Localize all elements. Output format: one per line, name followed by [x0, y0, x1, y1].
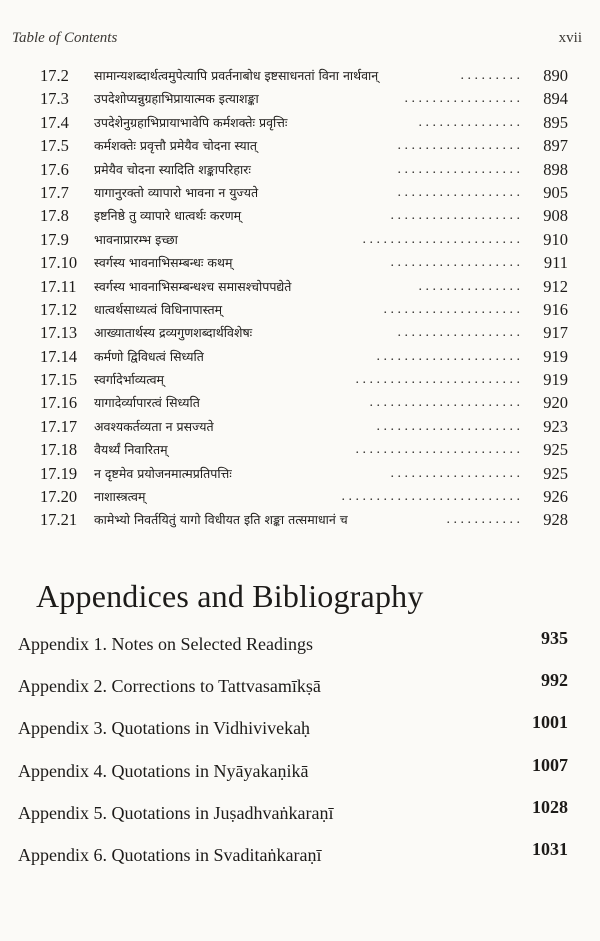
toc-entry-title: सामान्यशब्दार्थत्वमुपेत्यापि प्रवर्तनाबोध इष्टसाधनतां विना नार्थवान्: [94, 68, 379, 83]
appendix-entry-title: Appendix 2. Corrections to Tattvasamīkṣā: [18, 676, 321, 697]
toc-entry-number: 17.3: [40, 89, 69, 109]
appendix-entry: [18, 796, 568, 841]
toc-entry-number: 17.21: [40, 510, 78, 530]
appendix-entry-title: Appendix 6. Quotations in Svaditaṅkaraṇī: [18, 844, 322, 865]
appendix-entry: [18, 838, 568, 883]
dot-leader: . . . . . . . . . . . . . . . . . . . . . . . .: [355, 372, 520, 388]
dot-leader: . . . . . . . . . . . . . . . . . . .: [390, 208, 520, 224]
toc-list: [40, 64, 568, 532]
toc-entry-number: 17.9: [40, 229, 69, 249]
appendix-entry-title: Appendix 4. Quotations in Nyāyakaṇikā: [18, 760, 309, 781]
toc-entry: [40, 508, 568, 531]
toc-entry-title: कर्मणो द्विविधत्वं सिध्यति: [94, 348, 204, 364]
toc-entry-page: 919: [543, 346, 568, 366]
appendix-entry-page: 1031: [532, 838, 568, 859]
dot-leader: . . . . . . . . . . . . . . . . . . . .: [383, 301, 520, 317]
page-number: xvii: [558, 30, 582, 46]
toc-entry-number: 17.13: [40, 323, 78, 343]
toc-entry-number: 17.17: [40, 416, 78, 436]
toc-entry-page: 928: [543, 510, 568, 530]
toc-entry: [40, 462, 568, 485]
appendix-entry-title: Appendix 3. Quotations in Vidhivivekaḥ: [18, 718, 311, 739]
dot-leader: . . . . . . . . . . . . . . . . . .: [397, 138, 520, 154]
toc-entry-title: कर्मशक्तेः प्रवृत्तौ प्रमेयैव चोदना स्यात्: [94, 138, 258, 154]
dot-leader: . . . . . . . . . . . . . . . . .: [404, 91, 520, 107]
toc-entry: [40, 368, 568, 391]
toc-entry: [40, 251, 568, 274]
toc-entry-page: 894: [543, 89, 568, 109]
toc-entry-number: 17.5: [40, 136, 69, 156]
toc-entry: [40, 181, 568, 204]
dot-leader: . . . . . . . . . . . . . . . . . .: [397, 161, 520, 177]
dot-leader: . . . . . . . . . . . . . . . . . . . . . .: [369, 395, 520, 411]
toc-entry-number: 17.4: [40, 112, 69, 132]
appendix-entry: [18, 672, 568, 714]
appendix-entry-title: Appendix 5. Quotations in Juṣadhvaṅkaraṇī: [18, 802, 334, 823]
appendix-entry: [18, 754, 568, 799]
running-title: Table of Contents: [12, 30, 118, 46]
appendix-entry-title: Appendix 1. Notes on Selected Readings: [18, 634, 313, 654]
toc-entry-number: 17.20: [40, 487, 78, 507]
toc-entry-page: 917: [543, 323, 568, 343]
dot-leader: . . . . . . . . . . . . . . . . . . . . . . . .: [355, 442, 520, 458]
toc-entry-title: धात्वर्थसाध्यत्वं विधिनापास्तम्: [94, 301, 223, 317]
toc-entry-number: 17.18: [40, 440, 78, 460]
dot-leader: . . . . . . . . . . . . . . . . . .: [397, 325, 520, 341]
toc-entry-title: उपदेशोप्यन्नुग्रहाभिप्रायात्मक इत्याशङ्का: [94, 91, 259, 107]
running-head: [12, 30, 582, 50]
toc-entry-page: 916: [543, 299, 568, 319]
toc-entry-page: 911: [543, 253, 568, 273]
toc-entry: [40, 321, 568, 344]
toc-entry-title: अवश्यकर्तव्यता न प्रसज्यते: [94, 418, 214, 434]
appendix-entry-page: 992: [541, 670, 568, 691]
dot-leader: . . . . . . . . . . . . . . . . . . . . . . . . . .: [341, 489, 520, 505]
toc-entry-page: 925: [543, 440, 568, 460]
toc-entry-number: 17.8: [40, 206, 69, 226]
toc-entry-title: नाशास्त्रत्वम्: [94, 489, 146, 505]
dot-leader: . . . . . . . . . . . . . . .: [418, 278, 520, 294]
appendix-entry-page: 1028: [532, 796, 568, 817]
toc-entry-page: 926: [543, 487, 568, 507]
toc-entry-page: 890: [543, 66, 568, 85]
appendix-entry: [18, 714, 568, 756]
toc-entry-title: स्वर्गस्य भावनाभिसम्बन्धः कथम्: [94, 255, 233, 271]
toc-entry: [40, 204, 568, 227]
toc-entry-page: 908: [543, 206, 568, 226]
toc-entry-title: उपदेशेनुग्रहाभिप्रायाभावेपि कर्मशक्तेः प्रवृत्तिः: [94, 114, 288, 130]
appendix-entry: [18, 630, 568, 672]
dot-leader: . . . . . . . . . . . . . . . . . . . . .: [376, 348, 520, 364]
dot-leader: . . . . . . . . . . . . . . . . . . .: [390, 255, 520, 271]
toc-entry: [40, 298, 568, 321]
appendix-entry-page: 1007: [532, 754, 568, 775]
toc-entry-title: स्वर्गस्य भावनाभिसम्बन्धश्च समासश्चोपपद्येते: [94, 278, 292, 294]
toc-entry-number: 17.11: [40, 276, 77, 296]
toc-entry: [40, 111, 568, 134]
toc-entry: [40, 134, 568, 157]
toc-entry-page: 925: [543, 463, 568, 483]
toc-entry-page: 897: [543, 136, 568, 156]
dot-leader: . . . . . . . . . . . . . . . . . . . . .: [376, 418, 520, 434]
dot-leader: . . . . . . . . . . . . . . . . . . .: [390, 465, 520, 481]
toc-entry-number: 17.6: [40, 159, 69, 179]
dot-leader: . . . . . . . . . . . . . . . . . . . . . . .: [362, 231, 520, 247]
toc-entry: [40, 345, 568, 368]
appendix-entry-page: 1001: [532, 712, 568, 733]
toc-entry: [40, 438, 568, 461]
dot-leader: . . . . . . . . . . . . . . .: [418, 114, 520, 130]
dot-leader: . . . . . . . . . . .: [446, 512, 520, 528]
toc-entry-title: वैयर्थ्यं निवारितम्: [94, 442, 168, 458]
toc-entry: [40, 87, 568, 110]
toc-entry: [40, 158, 568, 181]
toc-entry-page: 912: [543, 276, 568, 296]
toc-entry: [40, 415, 568, 438]
toc-entry-page: 910: [543, 229, 568, 249]
appendix-entry-page: 935: [541, 628, 568, 648]
toc-entry-title: स्वर्गादेर्भाव्यत्वम्: [94, 372, 165, 388]
toc-entry-page: 898: [543, 159, 568, 179]
toc-entry-title: आख्यातार्थस्य द्रव्यगुणशब्दार्थविशेषः: [94, 325, 253, 341]
toc-entry: [40, 485, 568, 508]
section-heading: Appendices and Bibliography: [36, 578, 424, 614]
toc-entry-title: कामेभ्यो निवर्तयितुं यागो विधीयत इति शङ्का तत्समाधानं च: [94, 512, 348, 528]
toc-entry-title: यागानुरक्तो व्यापारो भावना न युज्यते: [94, 184, 259, 200]
toc-entry-title: इष्टनिष्ठे तु व्यापारे धात्वर्थः करणम्: [94, 208, 242, 224]
toc-entry-number: 17.7: [40, 182, 69, 202]
toc-entry-title: यागादेर्व्यापारत्वं सिध्यति: [94, 395, 200, 411]
toc-entry-title: न दृष्टमेव प्रयोजनमात्मप्रतिपत्तिः: [94, 465, 232, 481]
toc-entry-page: 895: [543, 112, 568, 132]
dot-leader: . . . . . . . . .: [460, 68, 520, 83]
toc-entry: [40, 64, 568, 87]
toc-entry-page: 905: [543, 182, 568, 202]
toc-entry-title: प्रमेयैव चोदना स्यादिति शङ्कापरिहारः: [94, 161, 251, 177]
toc-entry-number: 17.19: [40, 463, 78, 483]
toc-entry-page: 923: [543, 416, 568, 436]
toc-entry-number: 17.10: [40, 253, 78, 273]
toc-entry: [40, 228, 568, 251]
toc-entry-number: 17.2: [40, 66, 69, 85]
toc-entry-number: 17.15: [40, 370, 78, 390]
toc-entry-number: 17.16: [40, 393, 78, 413]
toc-entry: [40, 275, 568, 298]
toc-entry-page: 920: [543, 393, 568, 413]
toc-entry-number: 17.14: [40, 346, 78, 366]
dot-leader: . . . . . . . . . . . . . . . . . .: [397, 184, 520, 200]
toc-entry: [40, 391, 568, 414]
appendix-list: [18, 630, 568, 883]
toc-entry-page: 919: [543, 370, 568, 390]
toc-entry-number: 17.12: [40, 299, 78, 319]
toc-entry-title: भावनाप्रारम्भ इच्छा: [94, 231, 178, 247]
